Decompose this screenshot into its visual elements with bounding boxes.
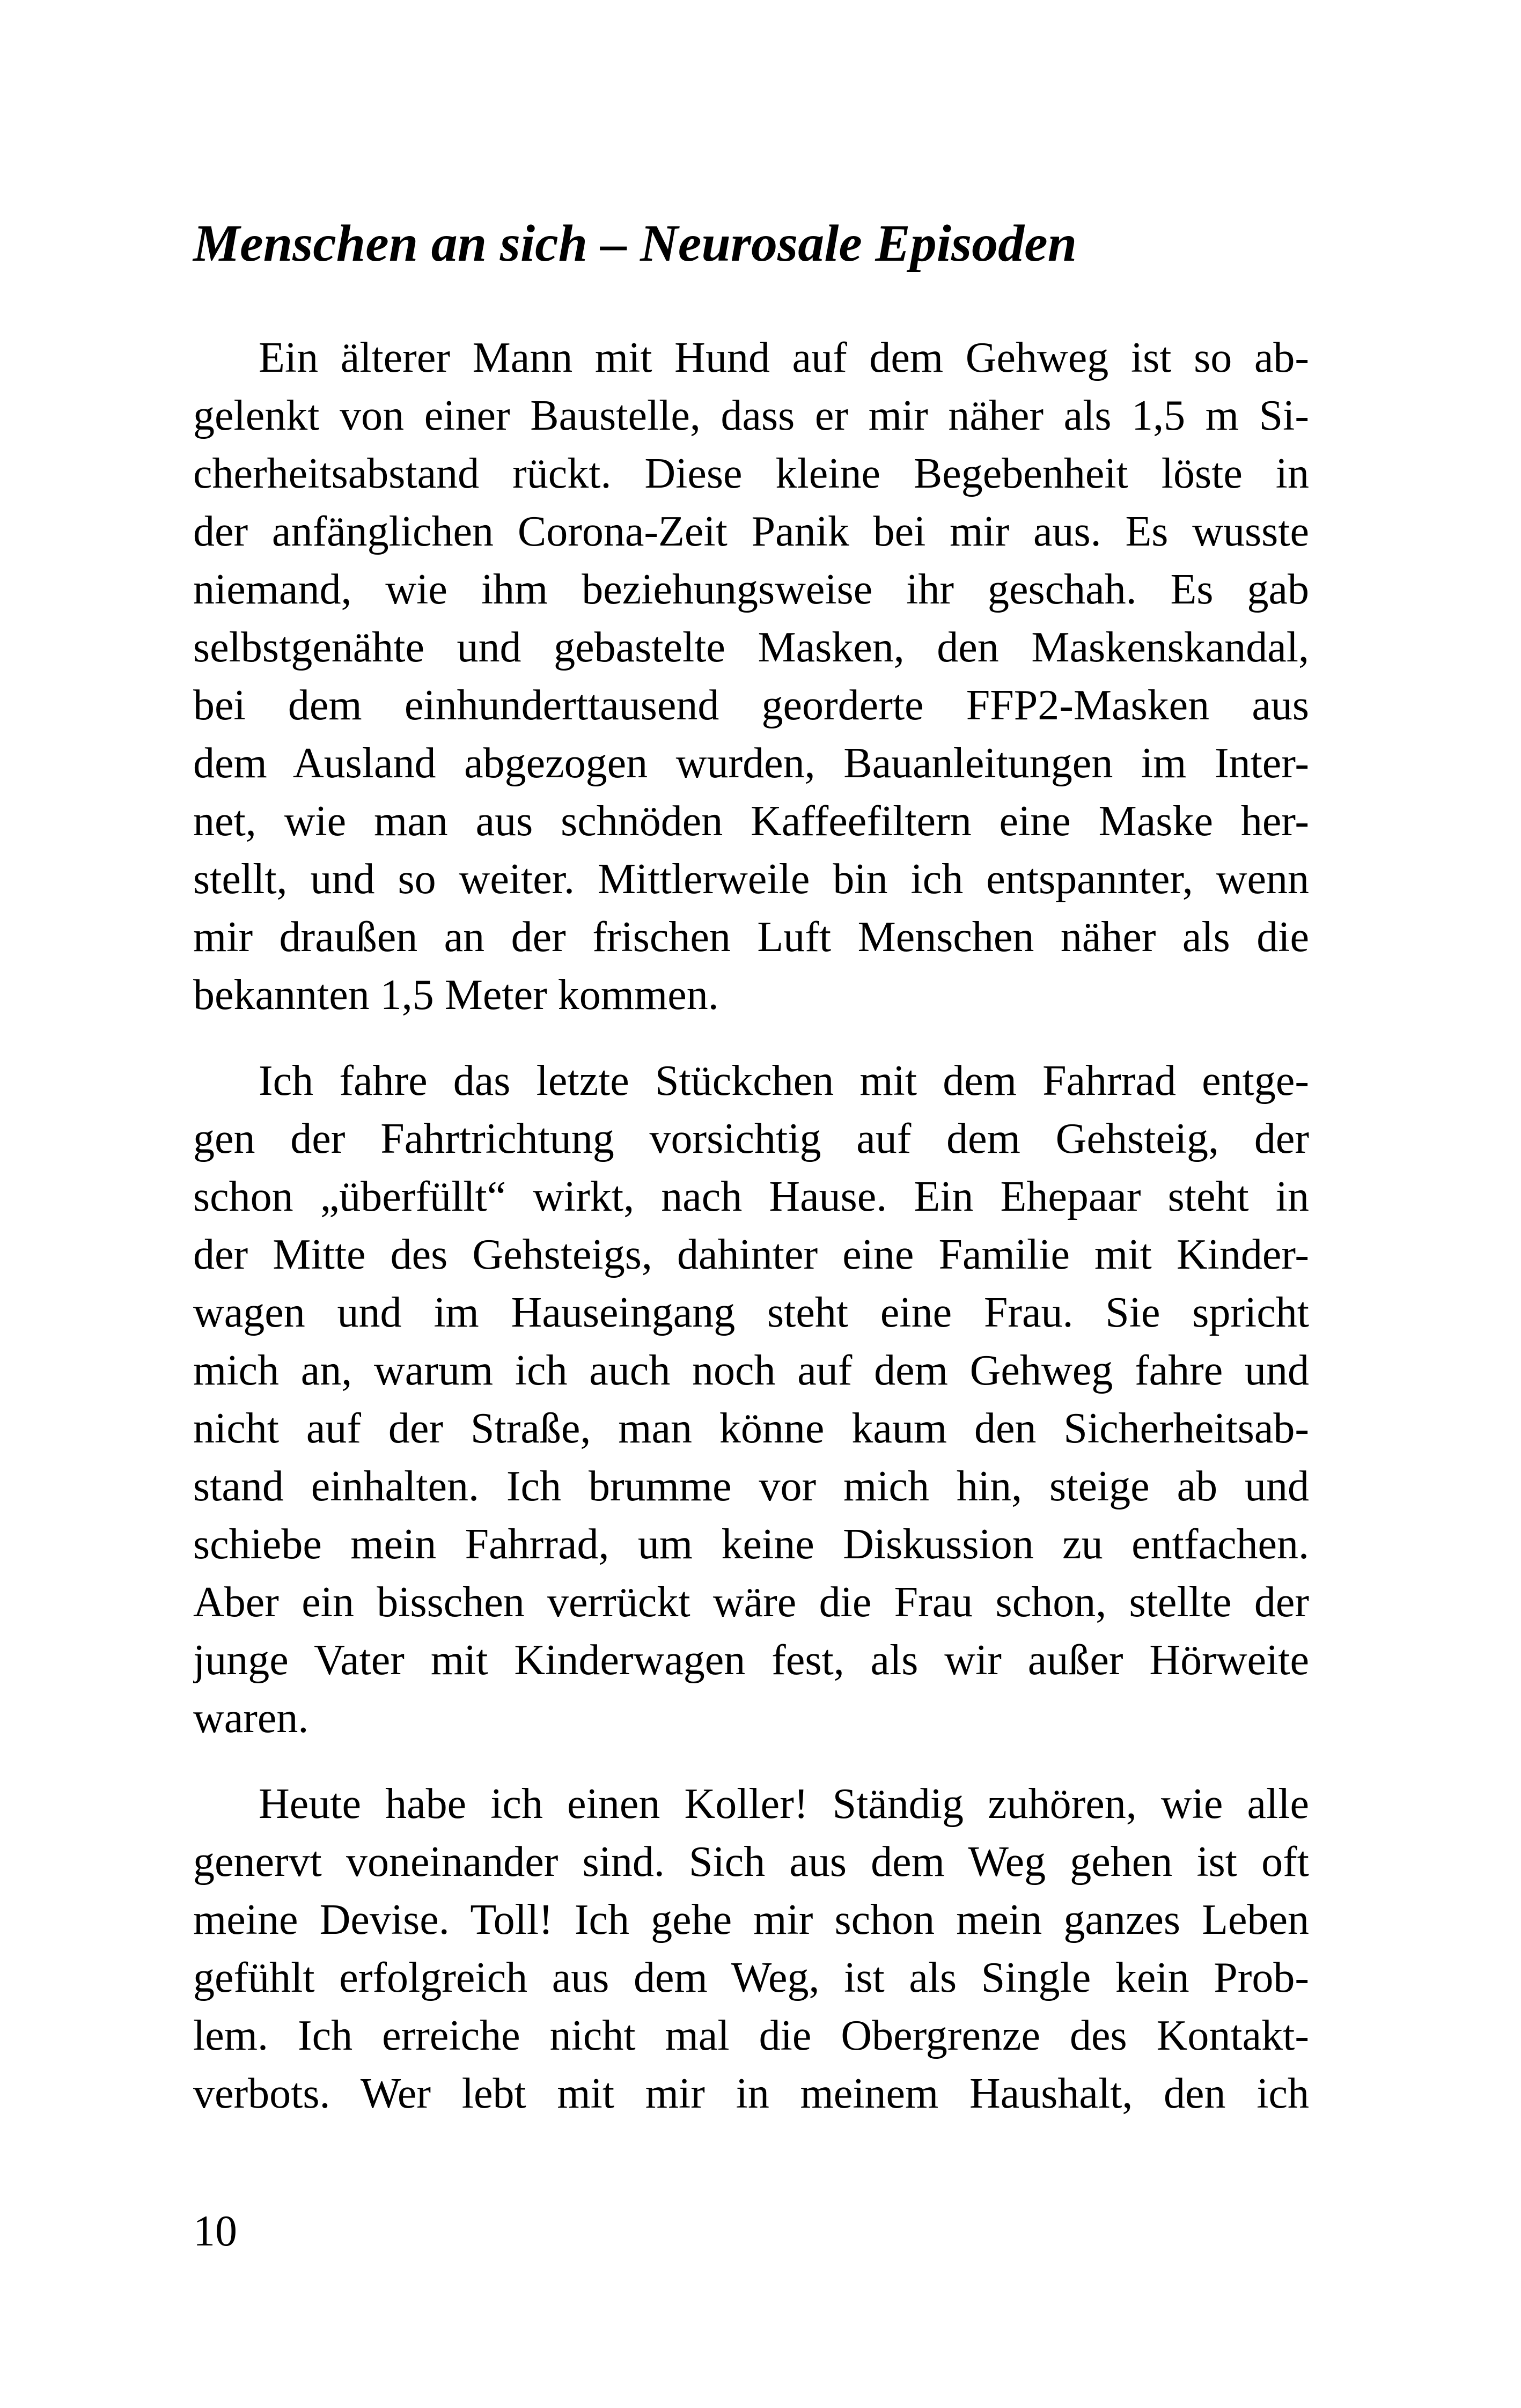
text-line: wagen und im Hauseingang steht eine Frau. Sie spricht <box>193 1289 1309 1336</box>
text-line: der anfänglichen Corona-Zeit Panik bei mir aus. Es wusste <box>193 508 1309 555</box>
text-line: niemand, wie ihm beziehungsweise ihr geschah. Es gab <box>193 566 1309 613</box>
text-line: stand einhalten. Ich brumme vor mich hin, steige ab und <box>193 1463 1309 1510</box>
text-line: selbstgenähte und gebastelte Masken, den Maskenskandal, <box>193 624 1309 671</box>
text-line: mich an, warum ich auch noch auf dem Gehweg fahre und <box>193 1347 1309 1394</box>
text-line: net, wie man aus schnöden Kaffeefiltern eine Maske her- <box>193 798 1309 845</box>
paragraph <box>193 1052 1309 1747</box>
text-line: schiebe mein Fahrrad, um keine Diskussion zu entfachen. <box>193 1521 1309 1568</box>
text-line: nicht auf der Straße, man könne kaum den Sicherheitsab- <box>193 1405 1309 1452</box>
page-number: 10 <box>193 2206 237 2255</box>
text-line: lem. Ich erreiche nicht mal die Obergrenze des Kontakt- <box>193 2012 1309 2059</box>
text-line: gefühlt erfolgreich aus dem Weg, ist als Single kein Prob- <box>193 1954 1309 2001</box>
text-block <box>193 213 1309 2123</box>
text-line: bekannten 1,5 Meter kommen. <box>193 971 719 1019</box>
text-line: stellt, und so weiter. Mittlerweile bin ich entspannter, wenn <box>193 856 1309 903</box>
text-line: gelenkt von einer Baustelle, dass er mir näher als 1,5 m Si- <box>193 392 1309 439</box>
body-text <box>193 329 1309 2123</box>
text-line: Ein älterer Mann mit Hund auf dem Gehweg ist so ab- <box>259 334 1309 381</box>
text-line: bei dem einhunderttausend georderte FFP2-Masken aus <box>193 682 1309 729</box>
text-line: cherheitsabstand rückt. Diese kleine Begebenheit löste in <box>193 450 1309 497</box>
text-line: meine Devise. Toll! Ich gehe mir schon mein ganzes Leben <box>193 1896 1309 1943</box>
text-line: waren. <box>193 1695 309 1742</box>
text-line: Ich fahre das letzte Stückchen mit dem Fahrrad entge- <box>259 1057 1309 1104</box>
text-line: schon „überfüllt“ wirkt, nach Hause. Ein Ehepaar steht in <box>193 1173 1309 1220</box>
text-line: dem Ausland abgezogen wurden, Bauanleitungen im Inter- <box>193 740 1309 787</box>
text-line: gen der Fahrtrichtung vorsichtig auf dem Gehsteig, der <box>193 1115 1309 1162</box>
paragraph <box>193 1775 1309 2123</box>
text-line: Aber ein bisschen verrückt wäre die Frau schon, stellte der <box>193 1579 1309 1626</box>
text-line: junge Vater mit Kinderwagen fest, als wir außer Hörweite <box>193 1637 1309 1684</box>
text-line: Heute habe ich einen Koller! Ständig zuhören, wie alle <box>259 1780 1309 1828</box>
text-line: der Mitte des Gehsteigs, dahinter eine Familie mit Kinder- <box>193 1231 1309 1278</box>
paragraph <box>193 329 1309 1024</box>
text-line: verbots. Wer lebt mit mir in meinem Haushalt, den ich <box>193 2070 1309 2117</box>
text-line: genervt voneinander sind. Sich aus dem Weg gehen ist oft <box>193 1838 1309 1886</box>
text-line: mir draußen an der frischen Luft Menschen näher als die <box>193 914 1309 961</box>
chapter-heading: Menschen an sich – Neurosale Episoden <box>193 215 1077 273</box>
